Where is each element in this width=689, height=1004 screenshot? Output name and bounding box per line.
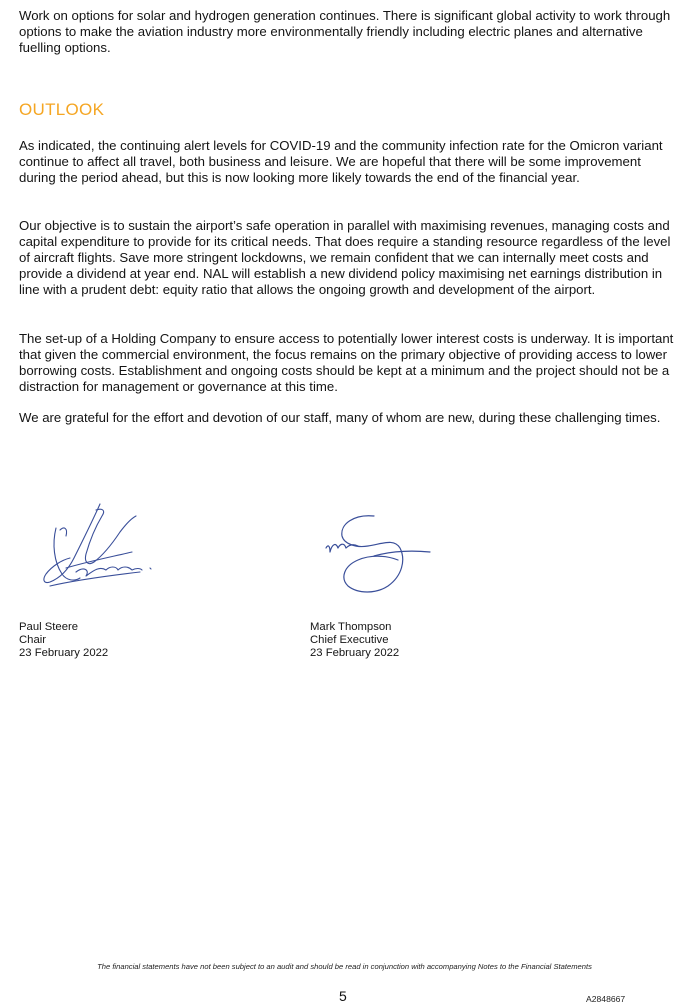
chair-date: 23 February 2022 (19, 647, 109, 659)
chair-title: Chair (19, 634, 46, 646)
chair-name: Paul Steere (19, 621, 79, 633)
paragraph-renewables: Work on options for solar and hydrogen generation continues. There is significant global activity to work through options to make the aviation industry more environmentally friendly including electric planes and alternative fuelling options. (19, 8, 671, 55)
audit-disclaimer-note: The financial statements have not been subject to an audit and should be read in conjunction with accompanying Notes to the Financial Statements (97, 962, 592, 971)
ceo-signature-image (318, 512, 434, 598)
ceo-name: Mark Thompson (310, 621, 392, 633)
ceo-signature-block (310, 621, 399, 660)
document-reference: A2848667 (586, 994, 626, 1004)
paragraph-covid-outlook: As indicated, the continuing alert levels for COVID-19 and the community infection rate for the Omicron variant continue to affect all travel, both business and leisure. We are hopeful that there will be some improvement during the period ahead, but this is now looking more likely towards the end of the financial year. (19, 138, 663, 185)
chair-signature-block (19, 621, 108, 660)
ceo-date: 23 February 2022 (310, 647, 400, 659)
paragraph-gratitude: We are grateful for the effort and devotion of our staff, many of whom are new, during these challenging times. (19, 410, 661, 425)
section-heading-outlook: OUTLOOK (19, 100, 105, 119)
paragraph-holding-company: The set-up of a Holding Company to ensure access to potentially lower interest costs is underway. It is important that given the commercial environment, the focus remains on the primary objective of providing access to lower borrowing costs. Establishment and ongoing costs should be kept at a minimum and the project should not be a distraction for management or governance at this time. (19, 331, 674, 394)
paragraph-objective: Our objective is to sustain the airport’s safe operation in parallel with maximising revenues, managing costs and capital expenditure to provide for its critical needs. That does require a standing resource regardless of the level of aircraft flights. Save more stringent lockdowns, we remain confident that we can internally meet costs and provide a dividend at year end. NAL will establish a new dividend policy maximising net earnings distribution in line with a prudent debt: equity ratio that allows the ongoing growth and development of the airport. (19, 218, 671, 297)
page-number: 5 (339, 988, 347, 1004)
ceo-title: Chief Executive (310, 634, 389, 646)
chair-signature-image (36, 500, 160, 592)
